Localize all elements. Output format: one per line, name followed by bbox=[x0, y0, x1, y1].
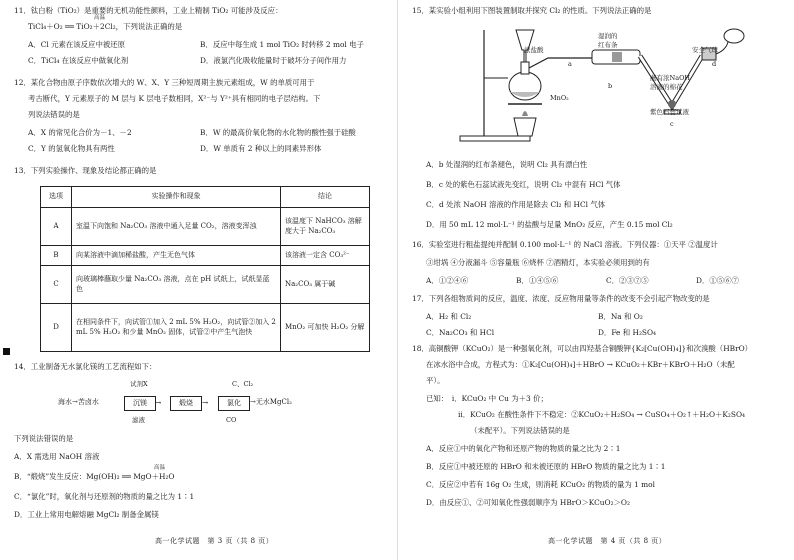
q12-line2: 考古断代，Y 元素原子的 M 层与 K 层电子数相同，X²⁻与 Y²⁺具有相同的电子层结构。下 bbox=[28, 94, 321, 103]
q15-stem: 15．某实验小组利用下图装置制取并探究 Cl₂ 的性质。下列说法正确的是 bbox=[412, 6, 652, 15]
q16-line1: 16．实验室进行粗盐提纯并配制 0.100 mol·L⁻¹ 的 NaCl 溶液。下列仪器：①天平 ②温度计 bbox=[412, 240, 718, 249]
flow-filtrate: 滤液 bbox=[132, 416, 145, 424]
row-operation: 室温下向饱和 Na₂CO₃ 溶液中通入足量 CO₂，溶液变浑浊 bbox=[72, 208, 281, 246]
burner-icon bbox=[514, 118, 536, 136]
label-balloon: 安全气球 bbox=[692, 46, 718, 54]
q14-option-a[interactable]: A．X 需选用 NaOH 溶液 bbox=[14, 452, 100, 461]
q16-option-d[interactable]: D．①⑤⑥⑦ bbox=[696, 276, 739, 285]
flow-product: →无水MgCl₂ bbox=[250, 398, 292, 406]
row-conclusion: Na₂CO₃ 属于碱 bbox=[281, 266, 370, 304]
flow-arrow: → bbox=[202, 398, 209, 407]
q17-option-c[interactable]: C．Na₂CO₃ 和 HCl bbox=[426, 328, 495, 337]
q12-option-c[interactable]: C．Y 的氢氧化物具有两性 bbox=[28, 144, 115, 153]
q11-option-a[interactable]: A．Cl 元素在该反应中被还原 bbox=[28, 40, 126, 49]
q15-option-b[interactable]: B．c 处的紫色石蕊试液先变红，说明 Cl₂ 中混有 HCl 气体 bbox=[426, 180, 621, 189]
page-3-lower bbox=[14, 0, 386, 560]
q14-question: 下列说法错误的是 bbox=[14, 434, 74, 443]
label-naoh2: 溶液的棉花 bbox=[650, 83, 683, 91]
flame-icon bbox=[522, 111, 528, 116]
q13-stem: 13．下列实验操作、现象及结论都正确的是 bbox=[14, 166, 157, 175]
q14-option-b[interactable]: B．“煅烧”发生反应：Mg(OH)₂ ══ MgO＋H₂O bbox=[14, 472, 175, 481]
row-conclusion: 该温度下 NaHCO₃ 溶解度大于 Na₂CO₃ bbox=[281, 208, 370, 246]
red-cloth-icon bbox=[612, 52, 622, 62]
flow-reagent-x: 试剂X bbox=[130, 380, 148, 388]
row-conclusion: MnO₂ 可加快 H₂O₂ 分解 bbox=[281, 304, 370, 352]
q18-option-a[interactable]: A．反应①中的氧化产物和还原产物的物质的量之比为 2∶1 bbox=[426, 444, 621, 453]
label-mno2: MnO₂ bbox=[550, 94, 569, 102]
col-operation: 实验操作和现象 bbox=[72, 187, 281, 208]
page-divider bbox=[397, 0, 398, 560]
q16-option-c[interactable]: C．②③⑦⑤ bbox=[606, 276, 649, 285]
q15-option-d[interactable]: D．用 50 mL 12 mol·L⁻¹ 的盐酸与足量 MnO₂ 反应，产生 0.15 mol Cl₂ bbox=[426, 220, 673, 229]
q16-option-b[interactable]: B．①④⑤⑥ bbox=[516, 276, 559, 285]
q18-option-c[interactable]: C．反应②中若有 16g O₂ 生成，则消耗 KCuO₂ 的物质的量为 1 mol bbox=[426, 480, 655, 489]
q17-stem: 17．下列各组物质间的反应，温度、浓度、反应物用量等条件的改变不会引起产物改变的是 bbox=[412, 294, 710, 303]
q16-line2: ③坩埚 ④分液漏斗 ⑤容量瓶 ⑥烧杯 ⑦酒精灯，本实验必须用到的有 bbox=[426, 258, 650, 267]
q12-line1: 12．某化合物由原子序数依次增大的 W、X、Y 三种短周期主族元素组成，W 的单质可用于 bbox=[14, 78, 315, 87]
page-4 bbox=[412, 0, 784, 560]
row-option: B bbox=[41, 246, 72, 266]
col-conclusion: 结论 bbox=[281, 187, 370, 208]
flow-co: CO bbox=[226, 416, 237, 424]
col-option: 选项 bbox=[41, 187, 72, 208]
row-conclusion: 该溶液一定含 CO₃²⁻ bbox=[281, 246, 370, 266]
label-litmus: 紫色石蕊试液 bbox=[650, 108, 689, 116]
label-a: a bbox=[568, 60, 572, 68]
row-option: C bbox=[41, 266, 72, 304]
flow-box-chlorinate: 氯化 bbox=[218, 396, 250, 411]
flow-box-calcine: 煅烧 bbox=[170, 396, 202, 411]
q18-known-ii: ii．KCuO₂ 在酸性条件下不稳定：②KCuO₂＋H₂SO₄ → CuSO₄＋O₂↑＋H₂O＋K₂SO₄ bbox=[458, 410, 745, 419]
q12-option-d[interactable]: D．W 单质有 2 种以上的同素异形体 bbox=[200, 144, 322, 153]
footer-page-3: 高一化学试题 第 3 页（共 8 页） bbox=[155, 536, 274, 545]
stand-base bbox=[460, 136, 530, 141]
q14-b-condition: 高温 bbox=[154, 465, 166, 471]
q11-option-b[interactable]: B．反应中每生成 1 mol TiO₂ 时转移 2 mol 电子 bbox=[200, 40, 364, 49]
q11-equation: TiCl₄＋O₂ ══ TiO₂＋2Cl₂，下列说法正确的是 bbox=[28, 22, 183, 31]
label-b: b bbox=[608, 82, 613, 90]
row-operation: 向玻璃棒蘸取少量 Na₂CO₃ 溶液，点在 pH 试纸上，试纸显蓝色 bbox=[72, 266, 281, 304]
q18-known-ii2: （未配平）。下列说法错误的是 bbox=[470, 426, 570, 435]
q12-option-b[interactable]: B．W 的最高价氧化物的水化物的酸性强于硅酸 bbox=[200, 128, 356, 137]
q12-line3: 列说法错误的是 bbox=[28, 110, 80, 119]
q18-option-d[interactable]: D．由反应①、②可知氧化性强弱顺序为 HBrO＞KCuO₂＞O₂ bbox=[426, 498, 630, 507]
row-operation: 在相同条件下，向试管①加入 2 mL 5% H₂O₂，向试管②加入 2 mL 5% H₂O₂ 和少量 MnO₂ 固体，试管②中产生气泡快 bbox=[72, 304, 281, 352]
q16-option-a[interactable]: A．①②④⑥ bbox=[426, 276, 469, 285]
q17-option-d[interactable]: D．Fe 和 H₂SO₄ bbox=[598, 328, 656, 337]
label-d: d bbox=[712, 60, 717, 68]
balloon-icon bbox=[724, 29, 744, 43]
row-option: D bbox=[41, 304, 72, 352]
q11-stem: 11．钛白粉（TiO₂）是重要的无机功能性颜料，工业上精制 TiO₂ 可能涉及反应： bbox=[14, 6, 283, 15]
row-option: A bbox=[41, 208, 72, 246]
q15-option-c[interactable]: C．d 处浓 NaOH 溶液的作用是除去 Cl₂ 和 HCl 气体 bbox=[426, 200, 606, 209]
q18-line1: 18．高铜酸钾（KCuO₂）是一种强氧化剂，可以由四羟基合铜酸钾{K₂[Cu(OH)₄]}和次溴酸（HBrO） bbox=[412, 344, 753, 353]
label-acid: 浓盐酸 bbox=[524, 46, 544, 54]
label-wet: 湿润的 bbox=[598, 32, 618, 40]
q14-stem: 14．工业制备无水氯化镁的工艺流程如下： bbox=[14, 362, 157, 371]
footer-page-4: 高一化学试题 第 4 页（共 8 页） bbox=[548, 536, 667, 545]
label-naoh1: 蘸有浓NaOH bbox=[650, 74, 691, 82]
label-wet2: 红布条 bbox=[598, 41, 618, 49]
q18-known-i: 已知： i．KCuO₂ 中 Cu 为＋3 价； bbox=[426, 394, 548, 403]
binding-marker bbox=[3, 348, 10, 355]
flow-box-precipitate: 沉镁 bbox=[124, 396, 156, 411]
q14-option-d[interactable]: D．工业上常用电解熔融 MgCl₂ 制备金属镁 bbox=[14, 510, 159, 519]
q15-option-a[interactable]: A．b 处湿润的红布条褪色，说明 Cl₂ 具有漂白性 bbox=[426, 160, 588, 169]
row-operation: 向某溶液中滴加稀盐酸，产生无色气体 bbox=[72, 246, 281, 266]
flow-arrow: → bbox=[155, 398, 162, 407]
label-c: c bbox=[670, 120, 674, 128]
q11-condition: 高温 bbox=[94, 15, 106, 21]
q12-option-a[interactable]: A．X 的常见化合价为－1、－2 bbox=[28, 128, 132, 137]
delivery-tube bbox=[529, 58, 602, 68]
q18-line2: 在冰水浴中合成，方程式为：①K₂[Cu(OH)₄]＋HBrO → KCuO₂＋KBr＋KBrO＋H₂O（未配 bbox=[426, 360, 735, 369]
q18-option-b[interactable]: B．反应①中被还原的 HBrO 和未被还原的 HBrO 物质的量之比为 1∶1 bbox=[426, 462, 666, 471]
q17-option-b[interactable]: B．Na 和 O₂ bbox=[598, 312, 643, 321]
q17-option-a[interactable]: A．H₂ 和 Cl₂ bbox=[426, 312, 472, 321]
q14-option-c[interactable]: C．“氯化”时，氧化剂与还原剂的物质的量之比为 1∶1 bbox=[14, 492, 195, 501]
flow-above-chlorination: C、Cl₂ bbox=[232, 380, 254, 388]
q18-line3: 平）。 bbox=[426, 376, 445, 385]
flow-start: 海水→苦卤水 bbox=[58, 398, 99, 406]
q11-option-c[interactable]: C．TiCl₄ 在该反应中做氧化剂 bbox=[28, 56, 129, 65]
litmus-drop-icon bbox=[668, 100, 676, 108]
q11-option-d[interactable]: D．液氯汽化吸收能量时于破坏分子间作用力 bbox=[200, 56, 347, 65]
